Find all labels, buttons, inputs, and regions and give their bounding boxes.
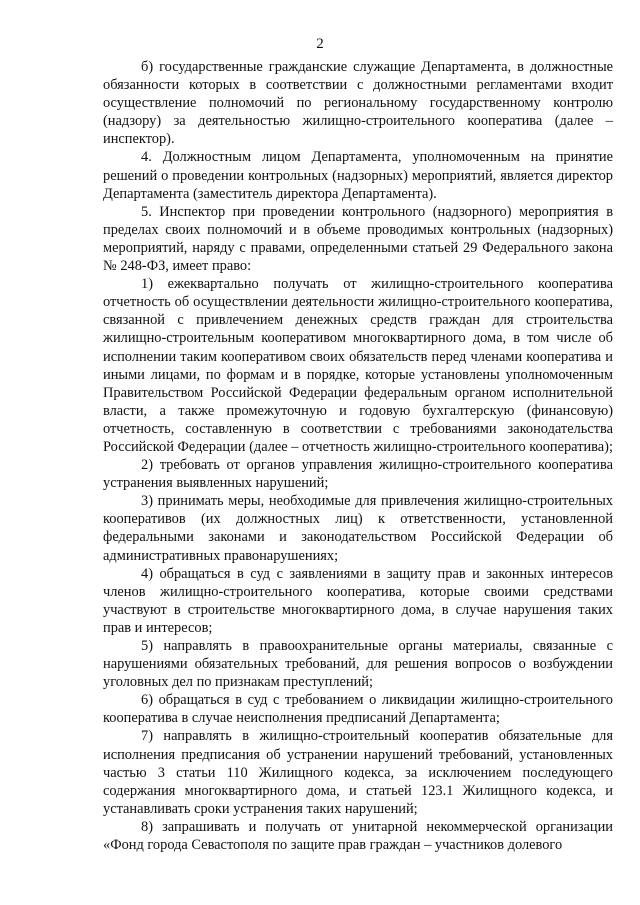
paragraph-4-official: 4. Должностным лицом Департамента, уполномоченным на принятие решений о проведении контрольных (надзорных) мероприятий, является директор Департамента (заместитель директора Департамента). xyxy=(103,149,613,202)
list-item-7: 7) направлять в жилищно-строительный кооператив обязательные для исполнения предписания об устранении нарушений требований, установленных частью 3 статьи 110 Жилищного кодекса, за исключением последующего содержания многоквартирного дома, и статьей 123.1 Жилищного кодекса, и устанавливать сроки устранения таких нарушений; xyxy=(103,728,613,817)
list-item-5: 5) направлять в правоохранительные органы материалы, связанные с нарушениями обязательных требований, для решения вопросов о возбуждении уголовных дел по признакам преступлений; xyxy=(103,638,613,691)
list-item-4: 4) обращаться в суд с заявлениями в защиту прав и законных интересов членов жилищно-строительного кооператива, которые своими средствами участвуют в строительстве многоквартирного дома, в случае нарушения таких прав и интересов; xyxy=(103,565,613,636)
list-item-3: 3) принимать меры, необходимые для привлечения жилищно-строительных кооперативов (их должностных лиц) к ответственности, установленной федеральными законами и законодательством Российской Федерации об административных правонарушениях; xyxy=(103,493,613,564)
list-item-6: 6) обращаться в суд с требованием о ликвидации жилищно-строительного кооператива в случае неисполнения предписаний Департамента; xyxy=(103,692,613,727)
document-body xyxy=(103,58,613,854)
paragraph-5-inspector-rights: 5. Инспектор при проведении контрольного (надзорного) мероприятия в пределах своих полномочий и в объеме проводимых контрольных (надзорных) мероприятий, наряду с правами, определенными статьей 29 Федерального закона № 248-ФЗ, имеет право: xyxy=(103,203,613,275)
paragraph-3b-inspector: б) государственные гражданские служащие Департамента, в должностные обязанности которых в соответствии с должностными регламентами входит осуществление полномочий по региональному государственному контролю (надзору) за деятельностью жилищно-строительного кооператива (далее – инспектор). xyxy=(103,59,613,148)
list-item-1: 1) ежеквартально получать от жилищно-строительного кооператива отчетность об осуществлении деятельности жилищно-строительного кооператива, связанной с привлечением денежных средств граждан для строительства жилищно-строительным кооперативом многоквартирного дома, в том числе об исполнении таким кооперативом своих обязательств перед членами кооператива и иными лицами, по формам и в порядке, которые установлены уполномоченным Правительством Российской Федерации федеральным органом исполнительной власти, а также промежуточную и годовую бухгалтерскую (финансовую) отчетность, составленную в соответствии с требованиями законодательства Российской Федерации (далее – отчетность жилищно-строительного кооператива); xyxy=(103,276,613,455)
list-item-2: 2) требовать от органов управления жилищно-строительного кооператива устранения выявленных нарушений; xyxy=(103,457,613,492)
list-item-8: 8) запрашивать и получать от унитарной некоммерческой организации «Фонд города Севастополя по защите прав граждан – участников долевого xyxy=(103,818,613,854)
page-number: 2 xyxy=(316,36,324,52)
